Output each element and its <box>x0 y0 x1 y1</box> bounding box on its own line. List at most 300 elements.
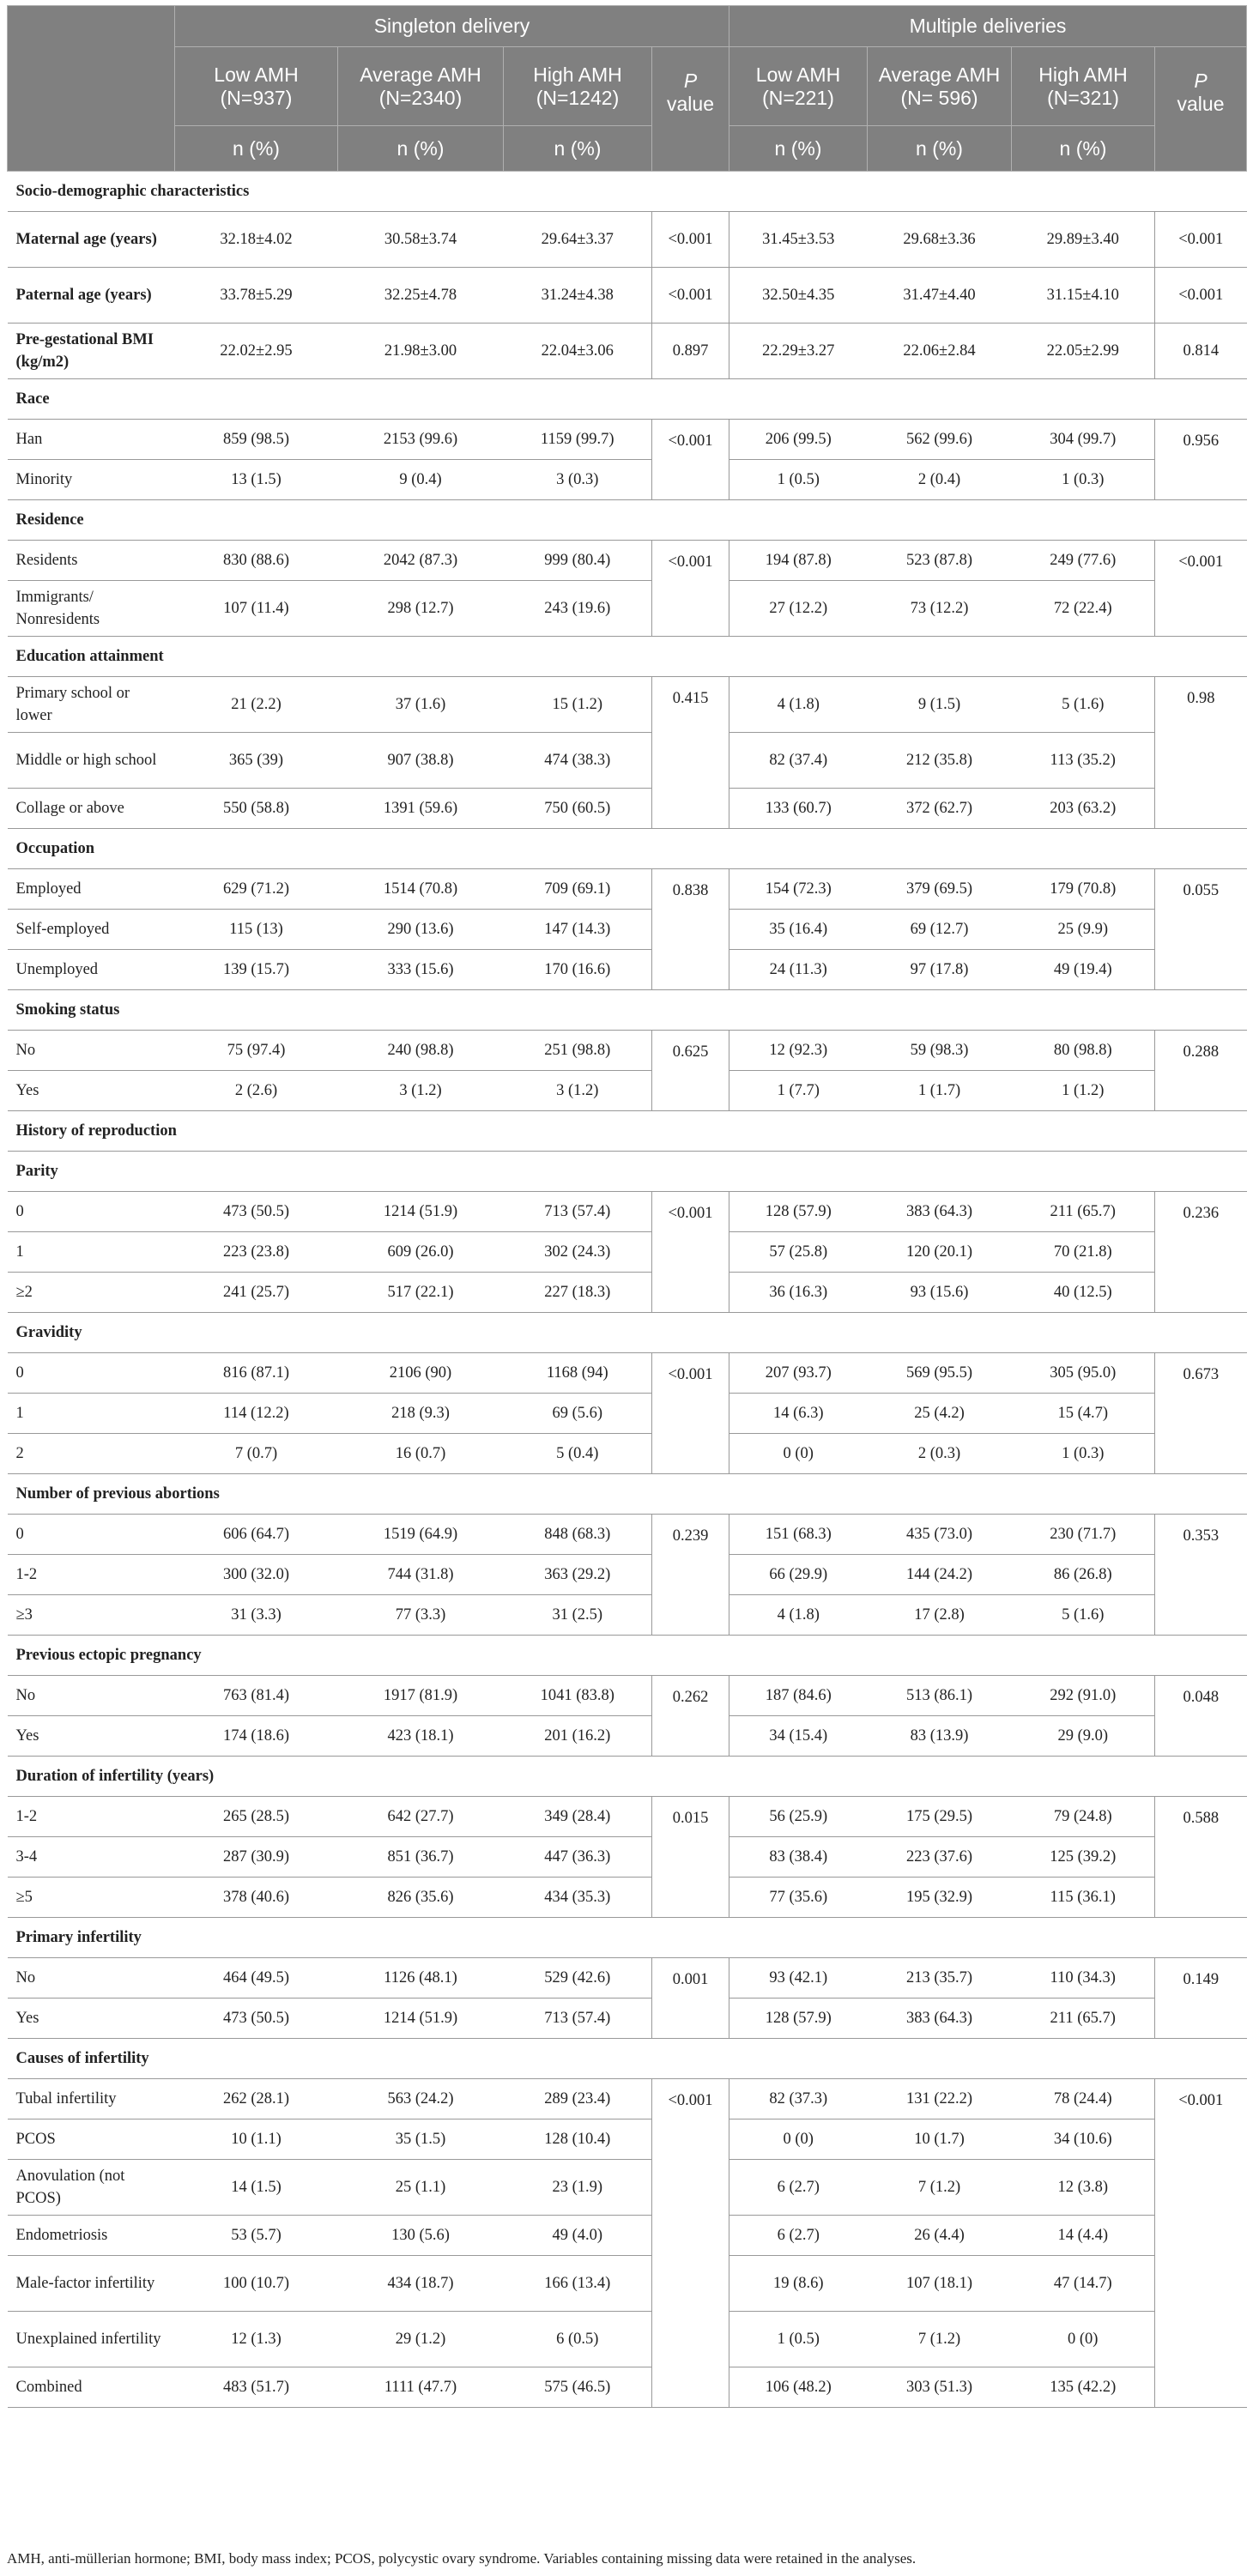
singleton-value: 2042 (87.3) <box>338 541 504 581</box>
singleton-value: 22.04±3.06 <box>504 324 652 379</box>
singleton-value: 1168 (94) <box>504 1353 652 1394</box>
table-row <box>8 1031 1247 1071</box>
section-row <box>8 637 1247 677</box>
multiple-value: 80 (98.8) <box>1012 1031 1155 1071</box>
singleton-value: 37 (1.6) <box>338 677 504 733</box>
p-value-singleton: 0.001 <box>652 1958 729 2039</box>
singleton-value: 115 (13) <box>175 910 338 950</box>
table-row <box>8 212 1247 268</box>
multiple-value: 1 (7.7) <box>729 1071 868 1111</box>
row-label: Han <box>8 420 175 460</box>
multiple-value: 27 (12.2) <box>729 581 868 637</box>
singleton-value: 223 (23.8) <box>175 1232 338 1273</box>
singleton-value: 447 (36.3) <box>504 1837 652 1878</box>
singleton-value: 107 (11.4) <box>175 581 338 637</box>
singleton-value: 289 (23.4) <box>504 2079 652 2119</box>
multiple-value: 73 (12.2) <box>868 581 1012 637</box>
multiple-value: 562 (99.6) <box>868 420 1012 460</box>
p-value-multiple: 0.236 <box>1155 1192 1247 1313</box>
multiple-value: 6 (2.7) <box>729 2160 868 2216</box>
section-title: Previous ectopic pregnancy <box>8 1636 1247 1676</box>
singleton-value: 1126 (48.1) <box>338 1958 504 1999</box>
multiple-value: 203 (63.2) <box>1012 789 1155 829</box>
multiple-value: 1 (0.5) <box>729 2312 868 2367</box>
section-row <box>8 1152 1247 1192</box>
section-title: Number of previous abortions <box>8 1474 1247 1515</box>
table-row <box>8 2119 1247 2160</box>
singleton-value: 830 (88.6) <box>175 541 338 581</box>
p-value-multiple: 0.588 <box>1155 1797 1247 1918</box>
singleton-value: 1214 (51.9) <box>338 1999 504 2039</box>
multiple-value: 4 (1.8) <box>729 677 868 733</box>
singleton-value: 907 (38.8) <box>338 733 504 789</box>
multiple-value: 2 (0.3) <box>868 1434 1012 1474</box>
header-n-pct: n (%) <box>868 126 1012 172</box>
singleton-value: 744 (31.8) <box>338 1555 504 1595</box>
section-title: Gravidity <box>8 1313 1247 1353</box>
p-value-multiple: <0.001 <box>1155 2079 1247 2408</box>
singleton-value: 33.78±5.29 <box>175 268 338 324</box>
multiple-value: 0 (0) <box>1012 2312 1155 2367</box>
multiple-value: 93 (42.1) <box>729 1958 868 1999</box>
singleton-value: 474 (38.3) <box>504 733 652 789</box>
multiple-value: 213 (35.7) <box>868 1958 1012 1999</box>
singleton-value: 22.02±2.95 <box>175 324 338 379</box>
p-value-multiple: 0.814 <box>1155 324 1247 379</box>
row-label: 1-2 <box>8 1797 175 1837</box>
multiple-value: 79 (24.8) <box>1012 1797 1155 1837</box>
multiple-value: 26 (4.4) <box>868 2216 1012 2256</box>
multiple-value: 36 (16.3) <box>729 1273 868 1313</box>
p-value-singleton: <0.001 <box>652 212 729 268</box>
multiple-value: 0 (0) <box>729 2119 868 2160</box>
row-label: 0 <box>8 1353 175 1394</box>
table-row <box>8 910 1247 950</box>
multiple-value: 82 (37.4) <box>729 733 868 789</box>
header-p-value: P value <box>1155 47 1247 172</box>
singleton-value: 69 (5.6) <box>504 1394 652 1434</box>
table-footnote: AMH, anti-müllerian hormone; BMI, body mass index; PCOS, polycystic ovary syndrome. Variables containing missing data were retained in the analyses. <box>7 2550 917 2567</box>
header-singleton: Singleton delivery <box>175 6 729 47</box>
multiple-value: 110 (34.3) <box>1012 1958 1155 1999</box>
section-row <box>8 172 1247 212</box>
section-title: Duration of infertility (years) <box>8 1757 1247 1797</box>
singleton-value: 2153 (99.6) <box>338 420 504 460</box>
multiple-value: 93 (15.6) <box>868 1273 1012 1313</box>
multiple-value: 249 (77.6) <box>1012 541 1155 581</box>
multiple-value: 304 (99.7) <box>1012 420 1155 460</box>
header-multiple: Multiple deliveries <box>729 6 1247 47</box>
multiple-value: 1 (1.7) <box>868 1071 1012 1111</box>
header-group: Average AMH (N= 596) <box>868 47 1012 126</box>
singleton-value: 6 (0.5) <box>504 2312 652 2367</box>
singleton-value: 3 (0.3) <box>504 460 652 500</box>
singleton-value: 999 (80.4) <box>504 541 652 581</box>
multiple-value: 379 (69.5) <box>868 869 1012 910</box>
row-label: 1 <box>8 1394 175 1434</box>
singleton-value: 3 (1.2) <box>504 1071 652 1111</box>
multiple-value: 383 (64.3) <box>868 1999 1012 2039</box>
multiple-value: 113 (35.2) <box>1012 733 1155 789</box>
multiple-value: 72 (22.4) <box>1012 581 1155 637</box>
singleton-value: 434 (18.7) <box>338 2256 504 2312</box>
p-value-singleton: 0.625 <box>652 1031 729 1111</box>
row-label: Self-employed <box>8 910 175 950</box>
singleton-value: 848 (68.3) <box>504 1515 652 1555</box>
singleton-value: 763 (81.4) <box>175 1676 338 1716</box>
singleton-value: 32.18±4.02 <box>175 212 338 268</box>
multiple-value: 144 (24.2) <box>868 1555 1012 1595</box>
multiple-value: 25 (9.9) <box>1012 910 1155 950</box>
singleton-value: 713 (57.4) <box>504 1999 652 2039</box>
multiple-value: 7 (1.2) <box>868 2312 1012 2367</box>
singleton-value: 13 (1.5) <box>175 460 338 500</box>
table-row <box>8 2079 1247 2119</box>
p-value-multiple: 0.98 <box>1155 677 1247 829</box>
row-label: PCOS <box>8 2119 175 2160</box>
multiple-value: 569 (95.5) <box>868 1353 1012 1394</box>
p-value-singleton: 0.262 <box>652 1676 729 1757</box>
p-value-singleton: 0.415 <box>652 677 729 829</box>
multiple-value: 7 (1.2) <box>868 2160 1012 2216</box>
singleton-value: 1917 (81.9) <box>338 1676 504 1716</box>
multiple-value: 131 (22.2) <box>868 2079 1012 2119</box>
section-title: Education attainment <box>8 637 1247 677</box>
row-label: No <box>8 1676 175 1716</box>
multiple-value: 57 (25.8) <box>729 1232 868 1273</box>
table-row <box>8 1676 1247 1716</box>
singleton-value: 851 (36.7) <box>338 1837 504 1878</box>
header-group: High AMH (N=1242) <box>504 47 652 126</box>
table-row <box>8 1071 1247 1111</box>
row-label: Yes <box>8 1999 175 2039</box>
p-value-singleton: <0.001 <box>652 541 729 637</box>
section-row <box>8 829 1247 869</box>
singleton-value: 363 (29.2) <box>504 1555 652 1595</box>
singleton-value: 333 (15.6) <box>338 950 504 990</box>
singleton-value: 114 (12.2) <box>175 1394 338 1434</box>
multiple-value: 22.05±2.99 <box>1012 324 1155 379</box>
multiple-value: 34 (15.4) <box>729 1716 868 1757</box>
section-row <box>8 2039 1247 2079</box>
row-label: Middle or high school <box>8 733 175 789</box>
header-blank-cell <box>8 6 175 172</box>
multiple-value: 523 (87.8) <box>868 541 1012 581</box>
row-label: Primary school or lower <box>8 677 175 733</box>
row-label: 0 <box>8 1192 175 1232</box>
multiple-value: 22.29±3.27 <box>729 324 868 379</box>
section-row <box>8 990 1247 1031</box>
row-label: Tubal infertility <box>8 2079 175 2119</box>
row-label: Yes <box>8 1071 175 1111</box>
singleton-value: 1214 (51.9) <box>338 1192 504 1232</box>
row-label: Employed <box>8 869 175 910</box>
multiple-value: 154 (72.3) <box>729 869 868 910</box>
table-header <box>8 6 1247 172</box>
p-value-multiple: <0.001 <box>1155 541 1247 637</box>
singleton-value: 265 (28.5) <box>175 1797 338 1837</box>
singleton-value: 130 (5.6) <box>338 2216 504 2256</box>
multiple-value: 97 (17.8) <box>868 950 1012 990</box>
row-label: Unexplained infertility <box>8 2312 175 2367</box>
singleton-value: 378 (40.6) <box>175 1878 338 1918</box>
multiple-value: 151 (68.3) <box>729 1515 868 1555</box>
singleton-value: 606 (64.7) <box>175 1515 338 1555</box>
multiple-value: 175 (29.5) <box>868 1797 1012 1837</box>
singleton-value: 32.25±4.78 <box>338 268 504 324</box>
table-row <box>8 420 1247 460</box>
p-value-multiple: 0.673 <box>1155 1353 1247 1474</box>
section-row <box>8 1313 1247 1353</box>
section-title: Residence <box>8 500 1247 541</box>
p-value-multiple: 0.055 <box>1155 869 1247 990</box>
multiple-value: 1 (0.3) <box>1012 1434 1155 1474</box>
singleton-value: 23 (1.9) <box>504 2160 652 2216</box>
singleton-value: 642 (27.7) <box>338 1797 504 1837</box>
singleton-value: 16 (0.7) <box>338 1434 504 1474</box>
multiple-value: 19 (8.6) <box>729 2256 868 2312</box>
singleton-value: 21 (2.2) <box>175 677 338 733</box>
section-row <box>8 1918 1247 1958</box>
section-row <box>8 379 1247 420</box>
singleton-value: 1519 (64.9) <box>338 1515 504 1555</box>
row-label: 0 <box>8 1515 175 1555</box>
p-value-singleton: <0.001 <box>652 268 729 324</box>
multiple-value: 31.45±3.53 <box>729 212 868 268</box>
multiple-value: 49 (19.4) <box>1012 950 1155 990</box>
multiple-value: 83 (38.4) <box>729 1837 868 1878</box>
p-value-multiple: 0.048 <box>1155 1676 1247 1757</box>
header-group: Low AMH (N=937) <box>175 47 338 126</box>
singleton-value: 9 (0.4) <box>338 460 504 500</box>
section-row <box>8 1111 1247 1152</box>
multiple-value: 372 (62.7) <box>868 789 1012 829</box>
row-label: No <box>8 1031 175 1071</box>
singleton-value: 29 (1.2) <box>338 2312 504 2367</box>
singleton-value: 174 (18.6) <box>175 1716 338 1757</box>
multiple-value: 59 (98.3) <box>868 1031 1012 1071</box>
multiple-value: 9 (1.5) <box>868 677 1012 733</box>
singleton-value: 15 (1.2) <box>504 677 652 733</box>
row-label: Immigrants/ Nonresidents <box>8 581 175 637</box>
table-row <box>8 581 1247 637</box>
multiple-value: 120 (20.1) <box>868 1232 1012 1273</box>
table-row <box>8 1797 1247 1837</box>
singleton-value: 128 (10.4) <box>504 2119 652 2160</box>
table-row <box>8 1716 1247 1757</box>
table-row <box>8 2216 1247 2256</box>
table-row <box>8 1999 1247 2039</box>
row-label: Minority <box>8 460 175 500</box>
table-row <box>8 1353 1247 1394</box>
multiple-value: 22.06±2.84 <box>868 324 1012 379</box>
table-row <box>8 677 1247 733</box>
table-row <box>8 324 1247 379</box>
p-value-multiple: 0.288 <box>1155 1031 1247 1111</box>
table-row <box>8 2160 1247 2216</box>
singleton-value: 2106 (90) <box>338 1353 504 1394</box>
row-label: ≥5 <box>8 1878 175 1918</box>
table-body <box>8 172 1247 2408</box>
row-label: Male-factor infertility <box>8 2256 175 2312</box>
header-n-pct: n (%) <box>1012 126 1155 172</box>
singleton-value: 31 (2.5) <box>504 1595 652 1636</box>
row-label: Unemployed <box>8 950 175 990</box>
singleton-value: 30.58±3.74 <box>338 212 504 268</box>
multiple-value: 206 (99.5) <box>729 420 868 460</box>
multiple-value: 40 (12.5) <box>1012 1273 1155 1313</box>
singleton-value: 201 (16.2) <box>504 1716 652 1757</box>
multiple-value: 82 (37.3) <box>729 2079 868 2119</box>
p-value-singleton: 0.838 <box>652 869 729 990</box>
multiple-value: 17 (2.8) <box>868 1595 1012 1636</box>
multiple-value: 1 (0.5) <box>729 460 868 500</box>
multiple-value: 56 (25.9) <box>729 1797 868 1837</box>
multiple-value: 77 (35.6) <box>729 1878 868 1918</box>
singleton-value: 251 (98.8) <box>504 1031 652 1071</box>
section-title: Causes of infertility <box>8 2039 1247 2079</box>
section-row <box>8 1757 1247 1797</box>
singleton-value: 243 (19.6) <box>504 581 652 637</box>
singleton-value: 423 (18.1) <box>338 1716 504 1757</box>
p-value-multiple: <0.001 <box>1155 212 1247 268</box>
multiple-value: 4 (1.8) <box>729 1595 868 1636</box>
singleton-value: 5 (0.4) <box>504 1434 652 1474</box>
multiple-value: 25 (4.2) <box>868 1394 1012 1434</box>
singleton-value: 473 (50.5) <box>175 1192 338 1232</box>
singleton-value: 1159 (99.7) <box>504 420 652 460</box>
multiple-value: 47 (14.7) <box>1012 2256 1155 2312</box>
table-row <box>8 2312 1247 2367</box>
singleton-value: 826 (35.6) <box>338 1878 504 1918</box>
multiple-value: 66 (29.9) <box>729 1555 868 1595</box>
multiple-value: 292 (91.0) <box>1012 1676 1155 1716</box>
multiple-value: 14 (6.3) <box>729 1394 868 1434</box>
p-value-singleton: <0.001 <box>652 420 729 500</box>
singleton-value: 464 (49.5) <box>175 1958 338 1999</box>
singleton-value: 300 (32.0) <box>175 1555 338 1595</box>
header-group: Average AMH (N=2340) <box>338 47 504 126</box>
multiple-value: 29 (9.0) <box>1012 1716 1155 1757</box>
multiple-value: 383 (64.3) <box>868 1192 1012 1232</box>
singleton-value: 166 (13.4) <box>504 2256 652 2312</box>
singleton-value: 859 (98.5) <box>175 420 338 460</box>
multiple-value: 115 (36.1) <box>1012 1878 1155 1918</box>
multiple-value: 305 (95.0) <box>1012 1353 1155 1394</box>
multiple-value: 14 (4.4) <box>1012 2216 1155 2256</box>
singleton-value: 287 (30.9) <box>175 1837 338 1878</box>
singleton-value: 434 (35.3) <box>504 1878 652 1918</box>
singleton-value: 21.98±3.00 <box>338 324 504 379</box>
section-title: Smoking status <box>8 990 1247 1031</box>
table-row <box>8 869 1247 910</box>
section-row <box>8 1636 1247 1676</box>
p-value-singleton: <0.001 <box>652 1353 729 1474</box>
p-value-singleton: 0.015 <box>652 1797 729 1918</box>
table-row <box>8 1555 1247 1595</box>
singleton-value: 1041 (83.8) <box>504 1676 652 1716</box>
row-label: Yes <box>8 1716 175 1757</box>
multiple-value: 10 (1.7) <box>868 2119 1012 2160</box>
singleton-value: 298 (12.7) <box>338 581 504 637</box>
singleton-value: 7 (0.7) <box>175 1434 338 1474</box>
p-value-singleton: 0.239 <box>652 1515 729 1636</box>
multiple-value: 212 (35.8) <box>868 733 1012 789</box>
table-row <box>8 733 1247 789</box>
singleton-value: 100 (10.7) <box>175 2256 338 2312</box>
singleton-value: 262 (28.1) <box>175 2079 338 2119</box>
row-label: Collage or above <box>8 789 175 829</box>
multiple-value: 69 (12.7) <box>868 910 1012 950</box>
header-n-pct: n (%) <box>175 126 338 172</box>
section-title: Parity <box>8 1152 1247 1192</box>
p-value-multiple: 0.149 <box>1155 1958 1247 2039</box>
singleton-value: 10 (1.1) <box>175 2119 338 2160</box>
row-label: 1-2 <box>8 1555 175 1595</box>
table-row <box>8 789 1247 829</box>
singleton-value: 349 (28.4) <box>504 1797 652 1837</box>
singleton-value: 365 (39) <box>175 733 338 789</box>
singleton-value: 75 (97.4) <box>175 1031 338 1071</box>
singleton-value: 14 (1.5) <box>175 2160 338 2216</box>
multiple-value: 78 (24.4) <box>1012 2079 1155 2119</box>
singleton-value: 49 (4.0) <box>504 2216 652 2256</box>
singleton-value: 563 (24.2) <box>338 2079 504 2119</box>
singleton-value: 147 (14.3) <box>504 910 652 950</box>
multiple-value: 35 (16.4) <box>729 910 868 950</box>
header-n-pct: n (%) <box>729 126 868 172</box>
multiple-value: 12 (3.8) <box>1012 2160 1155 2216</box>
singleton-value: 241 (25.7) <box>175 1273 338 1313</box>
row-label: Residents <box>8 541 175 581</box>
row-label: 1 <box>8 1232 175 1273</box>
table-row <box>8 950 1247 990</box>
amh-characteristics-table <box>7 5 1247 2408</box>
multiple-value: 303 (51.3) <box>868 2367 1012 2408</box>
p-value-multiple: <0.001 <box>1155 268 1247 324</box>
header-n-pct: n (%) <box>504 126 652 172</box>
row-label: ≥3 <box>8 1595 175 1636</box>
row-label: Anovulation (not PCOS) <box>8 2160 175 2216</box>
singleton-value: 2 (2.6) <box>175 1071 338 1111</box>
section-title: History of reproduction <box>8 1111 1247 1152</box>
multiple-value: 86 (26.8) <box>1012 1555 1155 1595</box>
multiple-value: 31.15±4.10 <box>1012 268 1155 324</box>
multiple-value: 207 (93.7) <box>729 1353 868 1394</box>
table-row <box>8 2256 1247 2312</box>
multiple-value: 70 (21.8) <box>1012 1232 1155 1273</box>
multiple-value: 230 (71.7) <box>1012 1515 1155 1555</box>
singleton-value: 170 (16.6) <box>504 950 652 990</box>
header-p-value: P value <box>652 47 729 172</box>
row-label: No <box>8 1958 175 1999</box>
multiple-value: 135 (42.2) <box>1012 2367 1155 2408</box>
singleton-value: 575 (46.5) <box>504 2367 652 2408</box>
singleton-value: 240 (98.8) <box>338 1031 504 1071</box>
row-label: Paternal age (years) <box>8 268 175 324</box>
section-title: Primary infertility <box>8 1918 1247 1958</box>
table-row <box>8 541 1247 581</box>
table-row <box>8 2367 1247 2408</box>
singleton-value: 302 (24.3) <box>504 1232 652 1273</box>
table-row <box>8 1878 1247 1918</box>
multiple-value: 128 (57.9) <box>729 1999 868 2039</box>
multiple-value: 32.50±4.35 <box>729 268 868 324</box>
header-group: Low AMH (N=221) <box>729 47 868 126</box>
table-row <box>8 1515 1247 1555</box>
singleton-value: 29.64±3.37 <box>504 212 652 268</box>
multiple-value: 513 (86.1) <box>868 1676 1012 1716</box>
